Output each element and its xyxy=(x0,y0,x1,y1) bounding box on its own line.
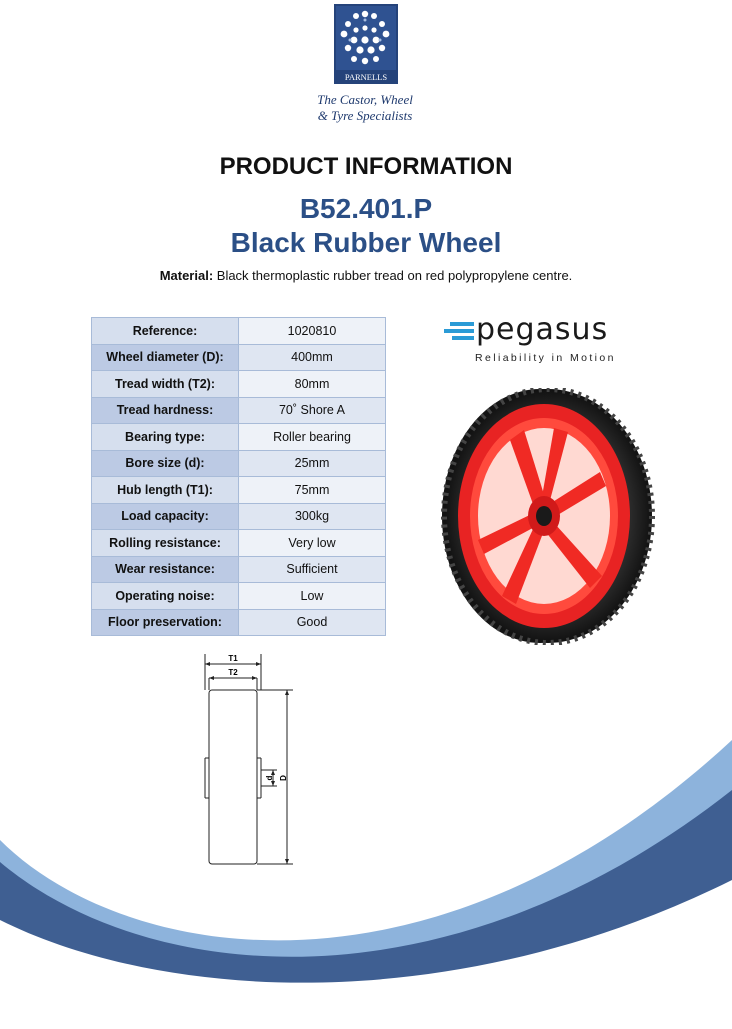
spec-value: 300kg xyxy=(239,503,386,530)
table-row xyxy=(92,556,386,583)
table-row xyxy=(92,609,386,636)
spec-value: Roller bearing xyxy=(239,424,386,451)
product-code: B52.401.P xyxy=(299,193,433,224)
material-line xyxy=(0,268,732,283)
bore-label: d xyxy=(265,775,274,781)
spec-value: 70˚ Shore A xyxy=(239,397,386,424)
spec-label: Wheel diameter (D): xyxy=(92,344,239,371)
pegasus-speed-icon xyxy=(444,320,474,342)
table-row xyxy=(92,318,386,345)
table-row xyxy=(92,450,386,477)
brand-tagline: Reliability in Motion xyxy=(475,352,616,364)
spec-value: Good xyxy=(239,609,386,636)
spec-table xyxy=(91,317,386,636)
t2-label: T2 xyxy=(228,668,238,677)
pegasus-brand xyxy=(444,312,624,368)
spec-label: Operating noise: xyxy=(92,583,239,610)
decorative-waves xyxy=(0,730,732,1024)
table-row xyxy=(92,344,386,371)
product-name: Black Rubber Wheel xyxy=(230,227,502,258)
spec-value: 80mm xyxy=(239,371,386,398)
brand-name: pegasus xyxy=(476,312,609,347)
table-row xyxy=(92,583,386,610)
spec-value: 400mm xyxy=(239,344,386,371)
spec-value: Very low xyxy=(239,530,386,557)
spec-value: 1020810 xyxy=(239,318,386,345)
spec-label: Wear resistance: xyxy=(92,556,239,583)
spec-label: Bore size (d): xyxy=(92,450,239,477)
spec-label: Bearing type: xyxy=(92,424,239,451)
tagline-line1: The Castor, Wheel xyxy=(317,92,413,107)
spec-label: Rolling resistance: xyxy=(92,530,239,557)
table-row xyxy=(92,424,386,451)
logo-text: PARNELLS xyxy=(344,72,388,82)
company-tagline xyxy=(300,92,430,124)
parnells-logo xyxy=(334,4,398,84)
spec-label: Tread width (T2): xyxy=(92,371,239,398)
spec-label: Load capacity: xyxy=(92,503,239,530)
table-row xyxy=(92,503,386,530)
material-text: Black thermoplastic rubber tread on red polypropylene centre. xyxy=(213,268,573,283)
spec-value: 75mm xyxy=(239,477,386,504)
table-row xyxy=(92,477,386,504)
spec-value: Low xyxy=(239,583,386,610)
spec-label: Hub length (T1): xyxy=(92,477,239,504)
spec-label: Floor preservation: xyxy=(92,609,239,636)
material-label: Material: xyxy=(159,268,214,283)
spec-label: Tread hardness: xyxy=(92,397,239,424)
spec-label: Reference: xyxy=(92,318,239,345)
spec-value: Sufficient xyxy=(239,556,386,583)
t1-label: T1 xyxy=(228,654,238,663)
table-row xyxy=(92,371,386,398)
wheel-photo xyxy=(440,388,657,645)
page-title: PRODUCT INFORMATION xyxy=(219,153,513,180)
diameter-label: D xyxy=(279,775,288,781)
spec-value: 25mm xyxy=(239,450,386,477)
tagline-line2: & Tyre Specialists xyxy=(317,108,413,123)
table-row xyxy=(92,530,386,557)
table-row xyxy=(92,397,386,424)
